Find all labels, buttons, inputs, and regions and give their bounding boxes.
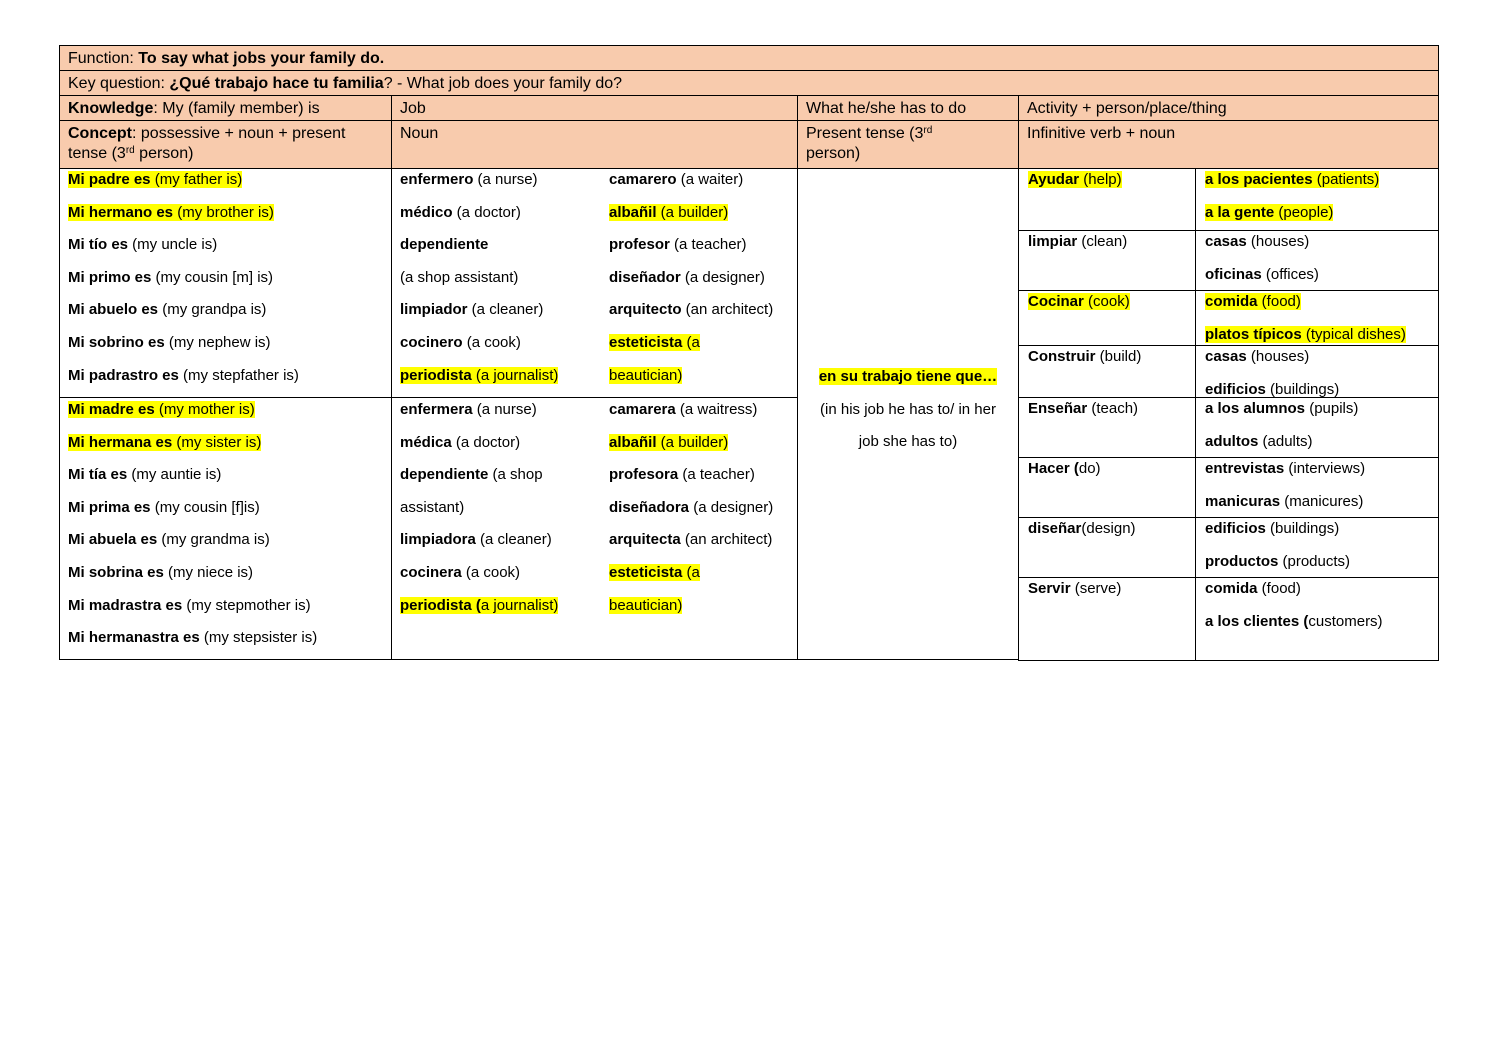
activity-noun-text: (pupils) [1305, 400, 1359, 417]
job-item-text: (a builder) [656, 433, 729, 451]
activity-noun [1205, 292, 1301, 312]
job-item [609, 235, 747, 255]
activity-header [1018, 95, 1439, 121]
job-item-bold: esteticista [609, 334, 683, 351]
activity-noun-text: (offices) [1261, 265, 1319, 283]
activity-noun-bold: oficinas [1205, 265, 1262, 283]
concept-sup: rd [125, 145, 135, 156]
job-item [609, 170, 743, 190]
job-item-text: (a waitress) [675, 401, 758, 418]
activity-noun-bold: casas [1205, 348, 1247, 365]
family-member-text: (my nephew is) [164, 334, 271, 351]
job-item-bold: dependiente [400, 236, 489, 254]
job-item-text: (a builder) [656, 203, 729, 221]
activity-verb [1028, 232, 1127, 252]
male-family-cell [59, 168, 392, 398]
activity-noun [1205, 579, 1301, 599]
family-member-bold: Mi abuela es [68, 531, 158, 549]
activity-noun-cell [1195, 168, 1439, 231]
activity-verb-bold: Enseñar [1028, 400, 1088, 417]
job-item [609, 563, 700, 583]
family-member [68, 203, 274, 223]
job-item [609, 530, 772, 550]
activity-noun-text: (products) [1278, 552, 1351, 570]
activity-verb-cell [1018, 290, 1196, 346]
key-question-label: Key question: [68, 75, 170, 92]
job-item [400, 433, 520, 453]
family-member-text: (my uncle is) [128, 236, 218, 254]
activity-noun-text: (buildings) [1265, 380, 1340, 398]
activity-noun [1205, 380, 1339, 398]
job-item [609, 268, 765, 288]
middle-cell [797, 168, 1019, 660]
job-item-text: (a cook) [461, 564, 521, 581]
activity-noun-bold: comida [1205, 580, 1258, 597]
family-member-text: (my niece is) [163, 564, 254, 581]
activity-verb [1028, 459, 1101, 479]
job-item-text: (a [682, 334, 700, 351]
family-member [68, 530, 270, 550]
activity-verb [1028, 292, 1130, 312]
family-member-text: (my brother is) [173, 203, 274, 221]
job-item-text: (a nurse) [472, 401, 537, 418]
activity-noun-text: (patients) [1312, 171, 1380, 188]
function-label: Function: [68, 50, 139, 67]
job-item-text: (a shop [488, 466, 543, 484]
job-item-bold: periodista ( [400, 596, 481, 614]
job-item-text: (a doctor) [451, 433, 521, 451]
middle-phrase: en su trabajo tiene que… [818, 368, 998, 385]
family-member-bold: Mi prima es [68, 498, 151, 516]
concept-text-2b: person) [134, 145, 194, 162]
family-member-text: (my mother is) [154, 401, 255, 418]
job-item [400, 563, 520, 583]
family-member-text: (my cousin [m] is) [151, 268, 274, 286]
what-header-text: What he/she has to do [806, 100, 967, 117]
job-item-bold: esteticista [609, 564, 683, 581]
job-item [609, 498, 773, 518]
family-member-bold: Mi hermana es [68, 433, 173, 451]
activity-noun [1205, 170, 1379, 190]
activity-verb-cell [1018, 230, 1196, 291]
activity-verb-cell [1018, 457, 1196, 518]
family-member [68, 333, 271, 353]
job-item-bold: profesor [609, 236, 670, 254]
job-item-text: (a journalist) [471, 366, 559, 384]
activity-noun-cell [1195, 290, 1439, 346]
job-item-text: (a nurse) [473, 171, 538, 188]
activity-noun [1205, 552, 1350, 572]
job-item [609, 203, 728, 223]
job-item-text: assistant) [400, 498, 465, 516]
activity-verb-text: (clean) [1077, 233, 1128, 250]
job-item-bold: enfermera [400, 401, 473, 418]
knowledge-text: : My (family member) is [153, 100, 320, 117]
job-item-bold: dependiente [400, 466, 489, 484]
job-item-text: (a designer) [689, 498, 774, 516]
function-row [59, 45, 1439, 71]
concept-text-2a: tense (3 [68, 145, 126, 162]
job-item [609, 465, 755, 485]
activity-verb-text: do) [1078, 460, 1101, 477]
key-question-row [59, 70, 1439, 96]
family-member-bold: Mi sobrina es [68, 564, 164, 581]
job-item [609, 300, 773, 320]
activity-noun-text: (typical dishes) [1301, 325, 1406, 343]
job-item-bold: camarera [609, 401, 676, 418]
activity-noun [1205, 612, 1383, 632]
job-item-text: (a cook) [462, 334, 521, 351]
activity-verb-bold: Ayudar [1028, 171, 1080, 188]
job-item [400, 498, 464, 518]
activity-noun-bold: casas [1205, 233, 1247, 250]
family-member-text: (my stepmother is) [182, 596, 311, 614]
job-item-text: (a cleaner) [475, 531, 552, 549]
activity-noun-text: (buildings) [1265, 520, 1340, 537]
activity-verb-cell [1018, 168, 1196, 231]
job-item [400, 333, 521, 353]
activity-verb-cell [1018, 577, 1196, 661]
family-member [68, 235, 217, 255]
job-item-bold: limpiadora [400, 531, 476, 549]
activity-noun-cell [1195, 517, 1439, 578]
job-item-text: beautician) [609, 366, 683, 384]
infinitive-header [1018, 120, 1439, 169]
family-member-text: (my stepfather is) [178, 366, 299, 384]
job-item-bold: profesora [609, 466, 679, 484]
noun-header-text: Noun [400, 125, 439, 142]
job-item-bold: albañil [609, 433, 657, 451]
job-item [400, 268, 518, 288]
family-member-text: (my cousin [f]is) [150, 498, 260, 516]
concept-header [59, 120, 392, 169]
activity-noun-bold: a los alumnos [1205, 400, 1306, 417]
activity-verb-bold: Construir [1028, 348, 1096, 365]
family-member [68, 498, 260, 518]
job-item [400, 596, 558, 616]
activity-noun-text: (interviews) [1284, 460, 1366, 477]
activity-noun-text: (adults) [1258, 432, 1313, 450]
key-question-english: ? - What job does your family do? [383, 75, 623, 92]
activity-noun-cell [1195, 457, 1439, 518]
family-member [68, 366, 299, 386]
activity-noun [1205, 492, 1363, 512]
family-member-bold: Mi abuelo es [68, 301, 159, 319]
activity-noun-cell [1195, 397, 1439, 458]
job-item-bold: albañil [609, 203, 657, 221]
job-item-text: (a cleaner) [467, 301, 544, 319]
female-family-cell [59, 397, 392, 660]
activity-noun-text: (houses) [1246, 348, 1310, 365]
job-item [400, 400, 537, 420]
job-item-bold: médica [400, 433, 452, 451]
activity-verb-text: (design) [1081, 520, 1136, 537]
knowledge-header [59, 95, 392, 121]
activity-verb [1028, 347, 1141, 367]
activity-noun-cell [1195, 345, 1439, 398]
job-item [400, 170, 538, 190]
activity-noun [1205, 265, 1319, 285]
job-item-bold: diseñador [609, 268, 681, 286]
concept-label: Concept [68, 125, 132, 142]
activity-noun [1205, 459, 1365, 479]
job-item-text: (a teacher) [669, 236, 747, 254]
job-item [400, 203, 521, 223]
activity-verb [1028, 399, 1138, 419]
job-item-text: (a [682, 564, 700, 581]
family-member-text: (my auntie is) [127, 466, 222, 484]
middle-translation-1: (in his job he has to/ in her [820, 401, 996, 418]
family-member-text: (my grandpa is) [158, 301, 267, 319]
job-item-text: (a designer) [680, 268, 765, 286]
family-member [68, 563, 253, 583]
activity-noun-bold: entrevistas [1205, 460, 1285, 477]
activity-noun-cell [1195, 230, 1439, 291]
activity-noun [1205, 232, 1309, 252]
job-item-bold: cocinera [400, 564, 462, 581]
job-item-text: a journalist) [480, 596, 559, 614]
present-header [797, 120, 1019, 169]
activity-verb-bold: Cocinar [1028, 293, 1084, 310]
family-member-bold: Mi hermano es [68, 203, 174, 221]
job-item [400, 530, 552, 550]
job-item [400, 366, 558, 386]
job-item-bold: camarero [609, 171, 677, 188]
activity-noun-text: (food) [1257, 293, 1301, 310]
job-item [400, 300, 543, 320]
family-member [68, 170, 242, 190]
present-text-1: Present tense (3 [806, 125, 924, 142]
activity-verb-text: (teach) [1087, 400, 1139, 417]
job-item [609, 596, 682, 616]
activity-verb-bold: limpiar [1028, 233, 1078, 250]
male-jobs-cell [391, 168, 798, 398]
present-sup: rd [923, 125, 933, 136]
family-member-bold: Mi madrastra es [68, 596, 183, 614]
job-item-text: (an architect) [680, 531, 773, 549]
activity-noun [1205, 432, 1313, 452]
family-member [68, 268, 273, 288]
job-item-bold: cocinero [400, 334, 463, 351]
infinitive-header-text: Infinitive verb + noun [1027, 125, 1176, 142]
activity-noun [1205, 325, 1406, 345]
activity-verb-text: (cook) [1083, 293, 1130, 310]
job-item [609, 366, 682, 386]
family-member-bold: Mi primo es [68, 268, 152, 286]
concept-text-1: : possessive + noun + present [132, 125, 346, 142]
activity-noun-bold: comida [1205, 293, 1258, 310]
family-member-bold: Mi hermanastra es [68, 629, 200, 647]
job-item-bold: limpiador [400, 301, 468, 319]
activity-noun-bold: adultos [1205, 432, 1259, 450]
knowledge-label: Knowledge [68, 100, 154, 117]
vocabulary-table [59, 45, 1439, 660]
activity-verb-bold: diseñar [1028, 520, 1082, 537]
noun-header [391, 120, 798, 169]
activity-noun-text: (manicures) [1280, 492, 1364, 510]
family-member [68, 628, 317, 648]
job-item-text: (a waiter) [676, 171, 744, 188]
job-item-text: (an architect) [681, 301, 774, 319]
activity-noun-text: (people) [1274, 203, 1334, 221]
middle-translation-2: job she has to) [858, 433, 958, 450]
family-member [68, 400, 255, 420]
activity-noun [1205, 347, 1309, 367]
activity-noun-text: (food) [1257, 580, 1301, 597]
job-header-text: Job [400, 100, 426, 117]
job-header [391, 95, 798, 121]
activity-verb-text: (help) [1079, 171, 1122, 188]
family-member-bold: Mi tío es [68, 236, 129, 254]
present-text-2: person) [806, 145, 861, 162]
activity-noun-cell [1195, 577, 1439, 661]
activity-verb-cell [1018, 397, 1196, 458]
family-member-text: (my father is) [150, 171, 243, 188]
family-member-text: (my sister is) [172, 433, 262, 451]
job-item-bold: arquitecto [609, 301, 682, 319]
activity-verb [1028, 170, 1122, 190]
family-member [68, 465, 221, 485]
family-member-bold: Mi padrastro es [68, 366, 179, 384]
function-text: To say what jobs your family do. [138, 50, 385, 67]
family-member [68, 433, 261, 453]
activity-verb-bold: Servir [1028, 580, 1071, 597]
activity-noun-text: (houses) [1246, 233, 1310, 250]
family-member-bold: Mi tía es [68, 466, 128, 484]
family-member [68, 596, 311, 616]
job-item-bold: diseñadora [609, 498, 690, 516]
job-item [609, 333, 700, 353]
activity-noun-bold: productos [1205, 552, 1279, 570]
activity-noun-bold: platos típicos [1205, 325, 1302, 343]
family-member-bold: Mi madre es [68, 401, 155, 418]
activity-noun-bold: manicuras [1205, 492, 1281, 510]
activity-noun-bold: a los clientes ( [1205, 612, 1309, 630]
activity-noun-text: customers) [1308, 612, 1383, 630]
job-item-text: beautician) [609, 596, 683, 614]
job-item [400, 465, 543, 485]
job-item-bold: periodista [400, 366, 472, 384]
activity-verb-cell [1018, 345, 1196, 398]
job-item [609, 433, 728, 453]
activity-noun-bold: edificios [1205, 520, 1266, 537]
activity-noun [1205, 519, 1339, 539]
activity-verb-bold: Hacer ( [1028, 460, 1079, 477]
family-member-bold: Mi sobrino es [68, 334, 165, 351]
family-member-bold: Mi padre es [68, 171, 151, 188]
activity-noun [1205, 399, 1358, 419]
job-item-text: (a doctor) [452, 203, 521, 221]
activity-noun-bold: a la gente [1205, 203, 1275, 221]
job-item [400, 235, 488, 255]
what-header [797, 95, 1019, 121]
family-member [68, 300, 266, 320]
female-jobs-cell [391, 397, 798, 660]
family-member-text: (my stepsister is) [199, 629, 318, 647]
activity-verb-cell [1018, 517, 1196, 578]
activity-header-text: Activity + person/place/thing [1027, 100, 1227, 117]
activity-verb-text: (serve) [1070, 580, 1122, 597]
activity-noun-bold: edificios [1205, 380, 1266, 398]
job-item-bold: arquitecta [609, 531, 681, 549]
job-item-bold: enfermero [400, 171, 474, 188]
activity-noun-bold: a los pacientes [1205, 171, 1313, 188]
activity-noun [1205, 203, 1333, 223]
job-item [609, 400, 757, 420]
activity-verb [1028, 579, 1121, 599]
job-item-bold: médico [400, 203, 453, 221]
activity-verb [1028, 519, 1136, 539]
family-member-text: (my grandma is) [157, 531, 270, 549]
key-question-spanish: ¿Qué trabajo hace tu familia [169, 75, 384, 92]
activity-verb-text: (build) [1095, 348, 1142, 365]
job-item-text: (a shop assistant) [400, 268, 519, 286]
job-item-text: (a teacher) [678, 466, 755, 484]
